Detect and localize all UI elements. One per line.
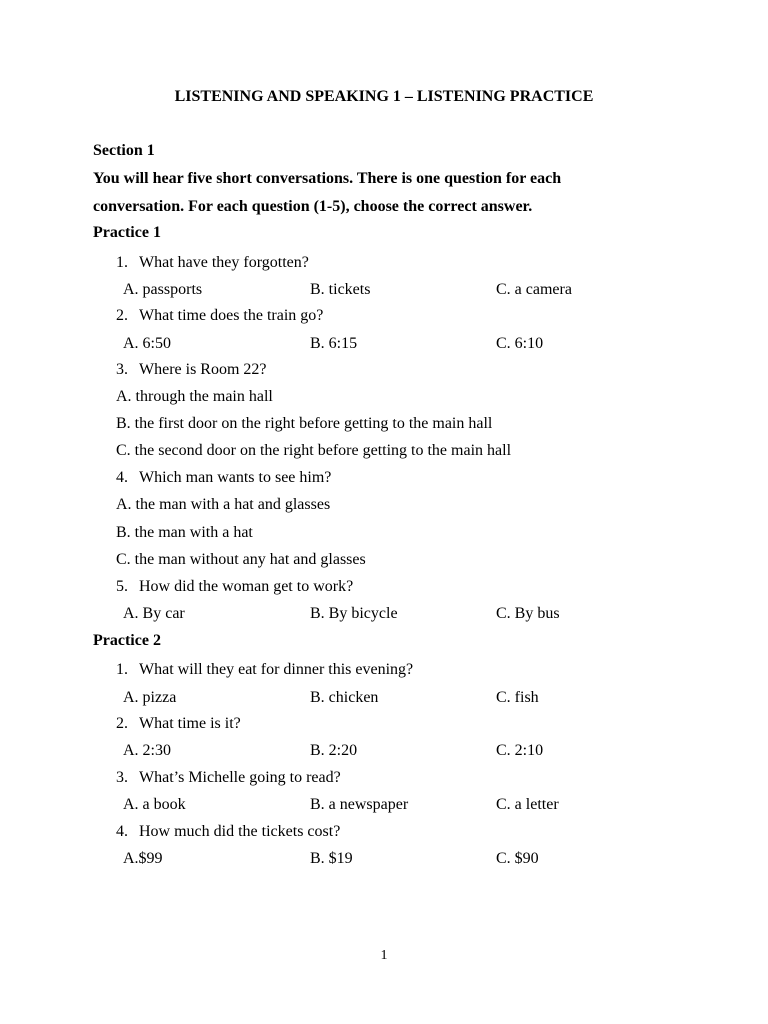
question-item (116, 360, 267, 380)
instruction-line: conversation. For each question (1-5), choose the correct answer. (93, 198, 533, 215)
question-text: What will they eat for dinner this evening? (139, 661, 414, 678)
question-item (116, 660, 413, 680)
question-number: 3. (116, 361, 128, 378)
answer-option: B. the man with a hat (116, 524, 253, 541)
page-number: 1 (380, 948, 388, 963)
answer-option: A. the man with a hat and glasses (116, 496, 331, 513)
answer-option: B. a newspaper (310, 796, 409, 813)
answer-option: A. passports (123, 281, 203, 298)
answer-option: C. 6:10 (496, 335, 544, 352)
section-heading: Section 1 (93, 142, 155, 159)
question-number: 4. (116, 823, 128, 840)
question-item (116, 714, 241, 734)
answer-option: B. the first door on the right before getting to the main hall (116, 415, 493, 432)
question-number: 5. (116, 578, 128, 595)
answer-option: B. chicken (310, 689, 379, 706)
answer-option: A. By car (123, 605, 185, 622)
question-text: Where is Room 22? (139, 361, 267, 378)
practice-heading: Practice 1 (93, 224, 161, 241)
answer-option: B. By bicycle (310, 605, 398, 622)
question-item (116, 768, 341, 788)
answer-option: C. a letter (496, 796, 559, 813)
question-text: Which man wants to see him? (139, 469, 332, 486)
answer-option: A. through the main hall (116, 388, 273, 405)
question-number: 4. (116, 469, 128, 486)
question-number: 3. (116, 769, 128, 786)
answer-option: A. 6:50 (123, 335, 171, 352)
question-number: 1. (116, 661, 128, 678)
practice-heading: Practice 2 (93, 632, 161, 649)
answer-option: B. 6:15 (310, 335, 358, 352)
question-item (116, 468, 331, 488)
question-text: How did the woman get to work? (139, 578, 354, 595)
question-text: What have they forgotten? (139, 254, 309, 271)
question-item (116, 306, 323, 326)
answer-option: A.$99 (123, 850, 163, 867)
question-text: How much did the tickets cost? (139, 823, 341, 840)
answer-option: C. $90 (496, 850, 539, 867)
answer-option: B. $19 (310, 850, 353, 867)
answer-option: C. 2:10 (496, 742, 544, 759)
page-title: LISTENING AND SPEAKING 1 – LISTENING PRACTICE (174, 88, 594, 105)
question-text: What’s Michelle going to read? (139, 769, 341, 786)
answer-option: C. a camera (496, 281, 572, 298)
answer-option: B. tickets (310, 281, 371, 298)
question-item (116, 822, 340, 842)
answer-option: A. pizza (123, 689, 177, 706)
answer-option: A. a book (123, 796, 186, 813)
answer-option: C. the second door on the right before getting to the main hall (116, 442, 512, 459)
instruction-line: You will hear five short conversations. There is one question for each (93, 170, 562, 187)
answer-option: C. fish (496, 689, 539, 706)
question-item (116, 577, 353, 597)
answer-option: B. 2:20 (310, 742, 358, 759)
answer-option: A. 2:30 (123, 742, 171, 759)
question-text: What time does the train go? (139, 307, 324, 324)
answer-option: C. the man without any hat and glasses (116, 551, 366, 568)
question-number: 1. (116, 254, 128, 271)
question-text: What time is it? (139, 715, 241, 732)
question-item (116, 253, 309, 273)
question-number: 2. (116, 307, 128, 324)
answer-option: C. By bus (496, 605, 560, 622)
question-number: 2. (116, 715, 128, 732)
